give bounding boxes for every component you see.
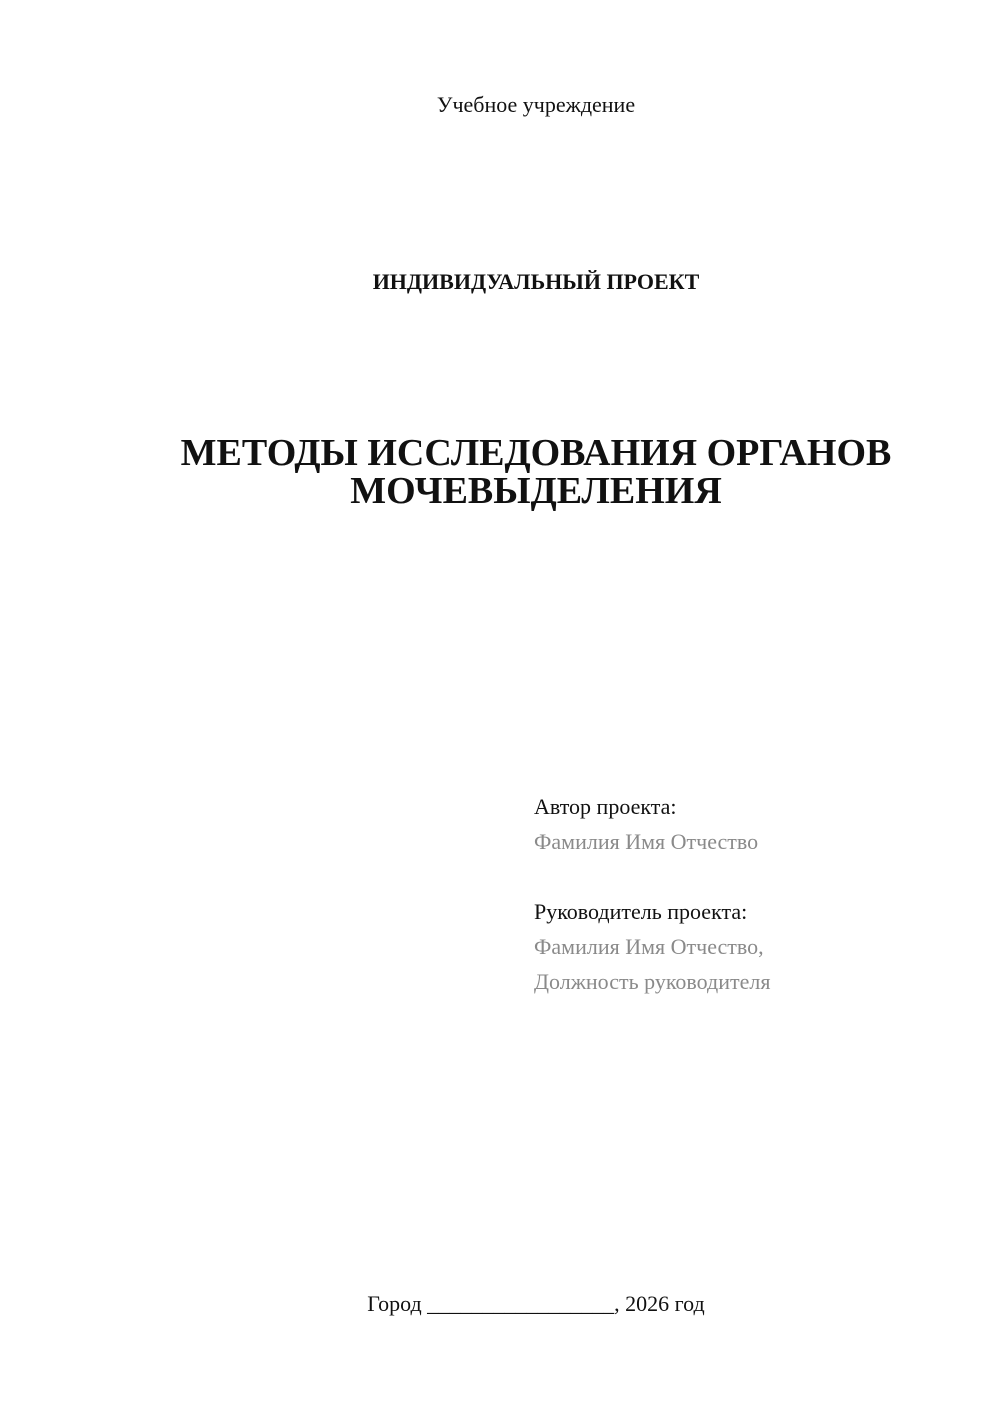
credits-block: [534, 789, 974, 999]
institution-name: Учебное учреждение: [436, 92, 636, 117]
supervisor-label: Руководитель проекта:: [534, 899, 748, 924]
city-year-line: Город _________________, 2026 год: [367, 1291, 705, 1316]
document-title-line-2: МОЧЕВЫДЕЛЕНИЯ: [350, 470, 722, 512]
credits-spacer: [534, 859, 974, 894]
supervisor-position: Должность руководителя: [534, 969, 771, 994]
document-title-line-1: МЕТОДЫ ИССЛЕДОВАНИЯ ОРГАНОВ: [180, 432, 892, 474]
supervisor-name: Фамилия Имя Отчество,: [534, 934, 764, 959]
document-title: [0, 434, 1000, 510]
author-name: Фамилия Имя Отчество: [534, 829, 759, 854]
author-label: Автор проекта:: [534, 794, 677, 819]
document-type: ИНДИВИДУАЛЬНЫЙ ПРОЕКТ: [372, 269, 700, 294]
